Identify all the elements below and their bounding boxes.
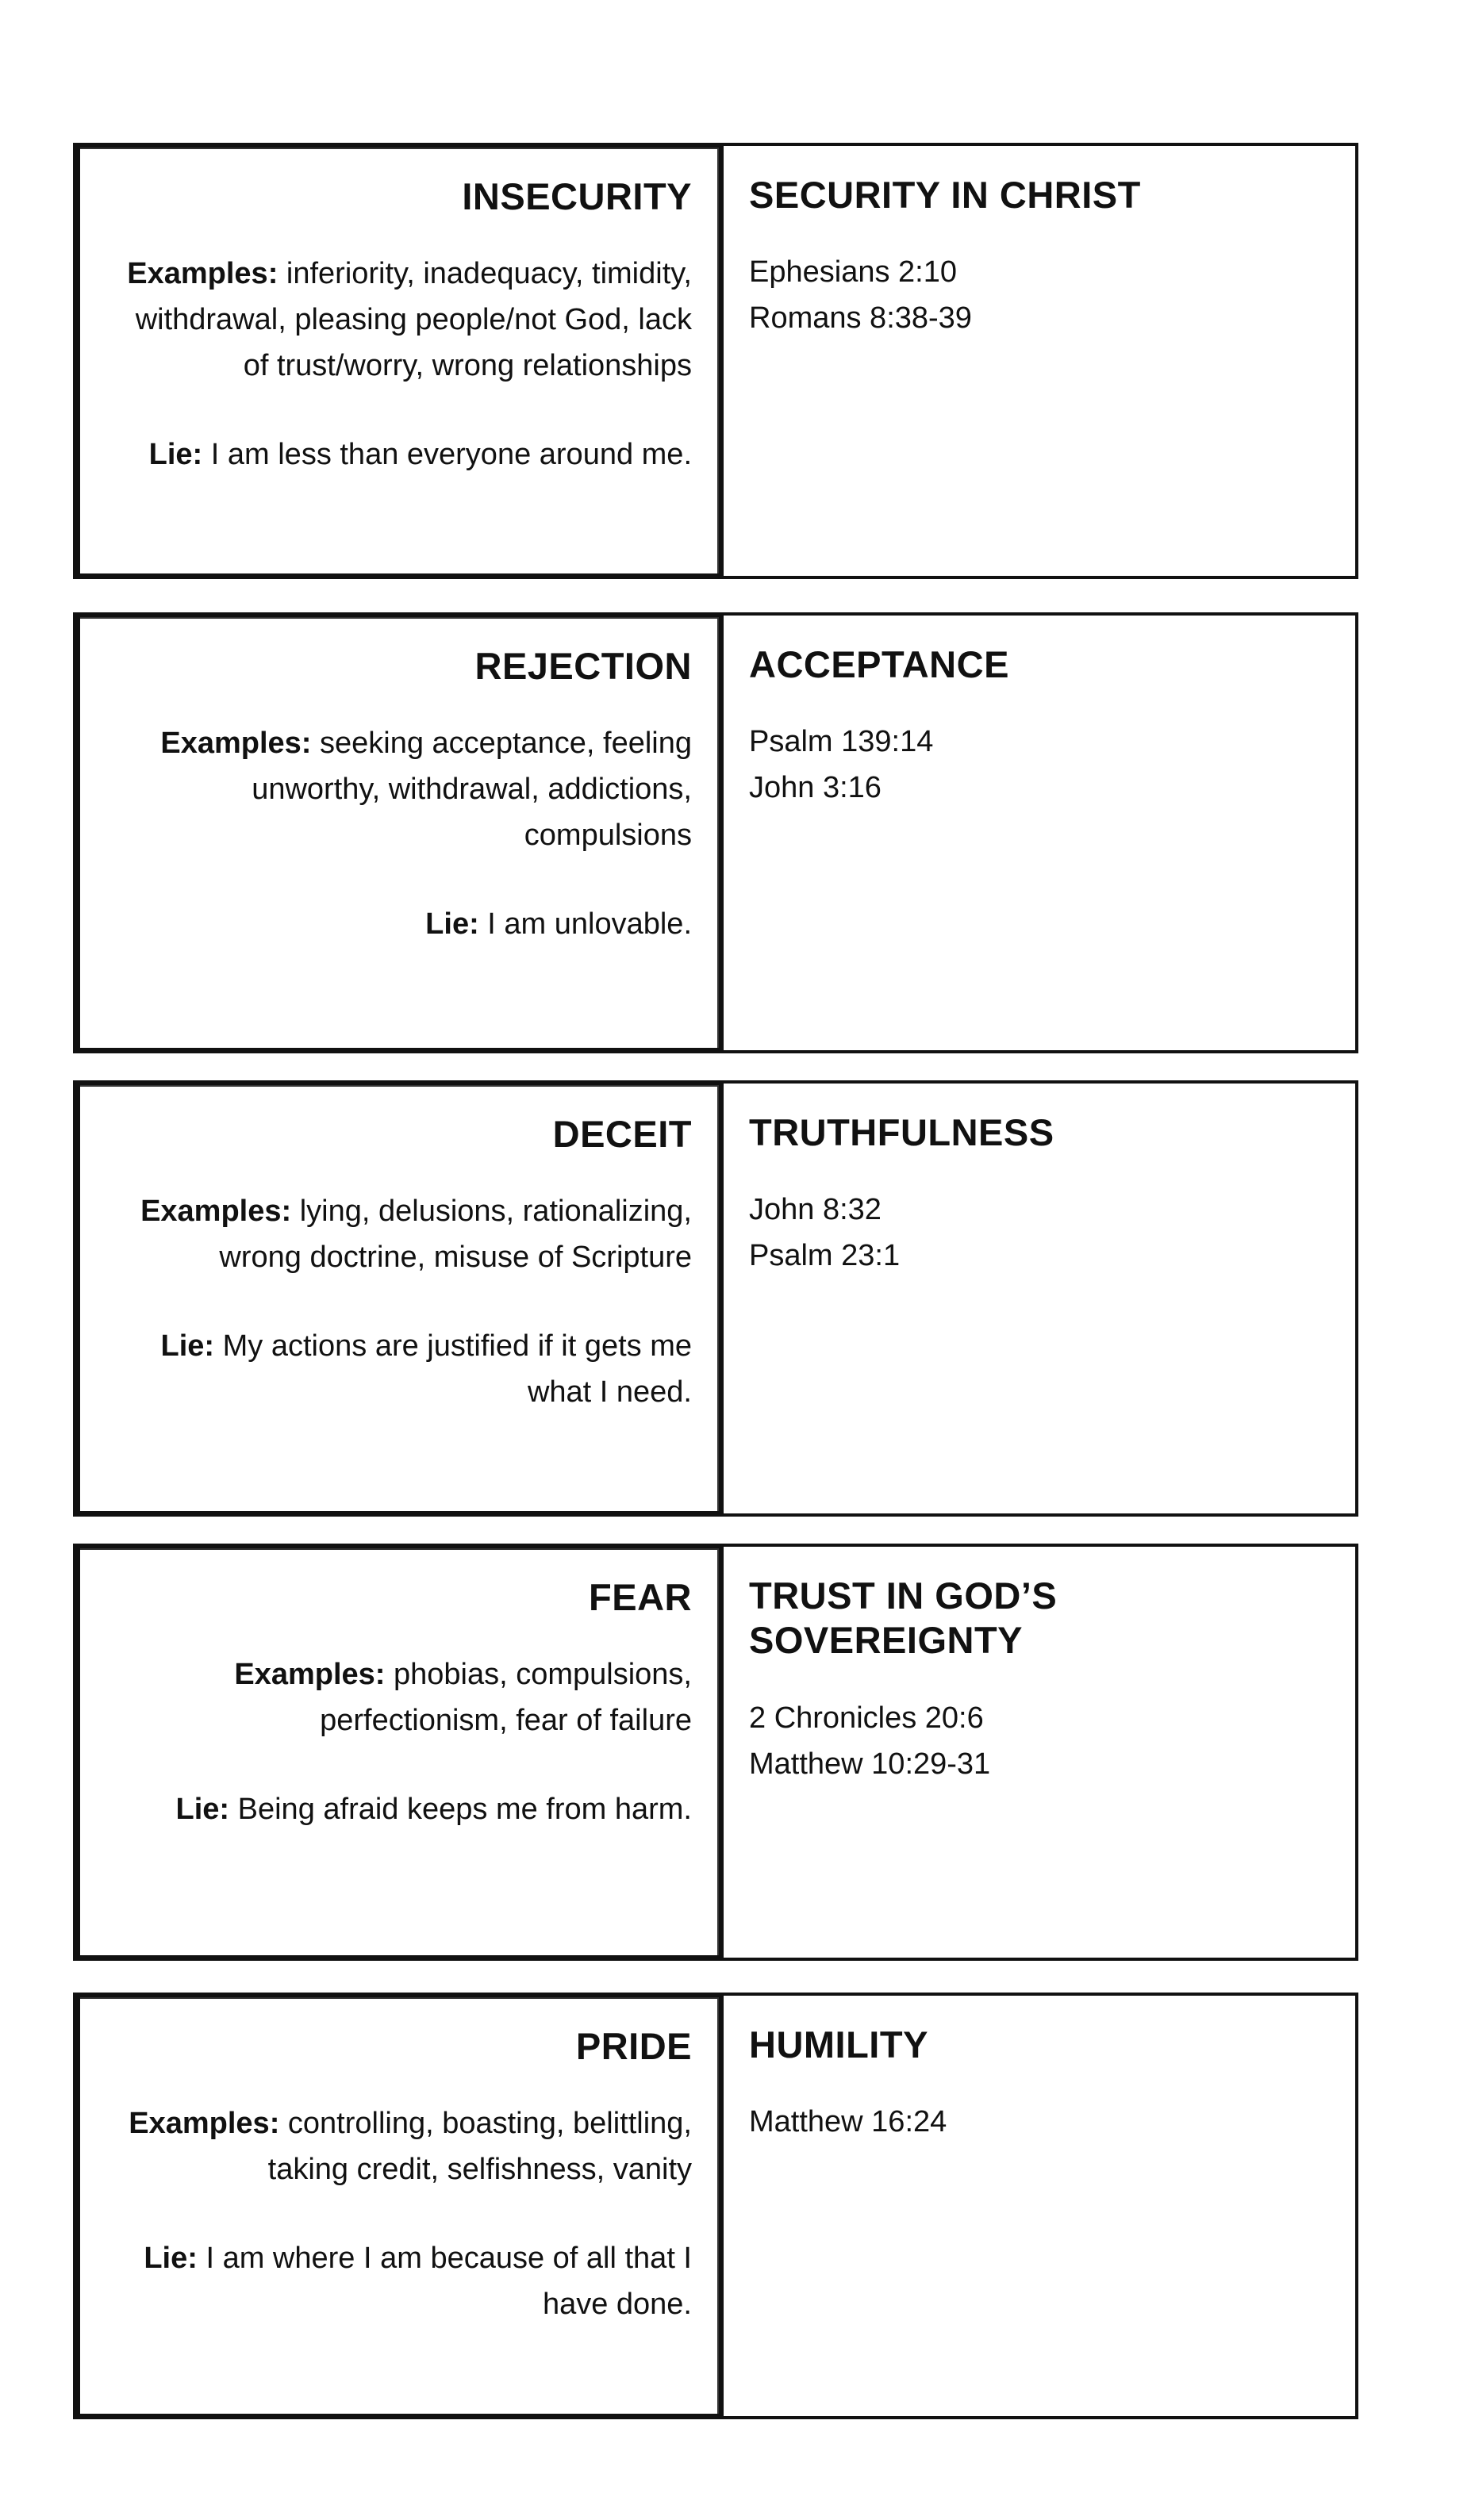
examples-label: Examples:: [140, 1195, 292, 1229]
examples-value: phobias, compulsions, perfectionism, fear of failure: [320, 1658, 692, 1738]
scripture-ref: 2 Chronicles 20:6: [749, 1701, 984, 1735]
lie-text: [120, 432, 692, 478]
card-rejection: [73, 612, 1358, 1053]
examples-label: Examples:: [234, 1658, 386, 1692]
scripture-ref: Psalm 139:14: [749, 725, 934, 759]
examples-text: [120, 1188, 692, 1280]
scripture-refs: [749, 2099, 1328, 2145]
virtue-heading: SECURITY IN CHRIST: [749, 174, 1141, 216]
virtue-heading: HUMILITY: [749, 2023, 928, 2065]
problem-panel: [73, 1080, 724, 1517]
lie-value: I am unlovable.: [478, 907, 692, 942]
scripture-ref: John 3:16: [749, 771, 882, 805]
scripture-refs: [749, 1187, 1328, 1279]
virtue-panel: [724, 1544, 1358, 1961]
lie-text: [120, 2235, 692, 2327]
lie-text: [120, 901, 692, 947]
problem-heading: FEAR: [589, 1576, 692, 1618]
virtue-heading: TRUST IN GOD’S SOVEREIGNTY: [749, 1575, 1058, 1662]
virtue-panel: [724, 612, 1358, 1053]
problem-heading: REJECTION: [474, 645, 692, 687]
lie-text: [120, 1323, 692, 1415]
lie-value: My actions are justified if it gets me what I need.: [214, 1329, 692, 1410]
scripture-ref: John 8:32: [749, 1193, 882, 1227]
problem-heading: INSECURITY: [462, 175, 692, 217]
problem-heading: PRIDE: [575, 2025, 692, 2067]
lie-label: Lie:: [175, 1793, 230, 1827]
examples-label: Examples:: [127, 257, 278, 291]
scripture-ref: Matthew 10:29-31: [749, 1747, 991, 1781]
scripture-ref: Psalm 23:1: [749, 1239, 901, 1273]
examples-value: controlling, boasting, belittling, taking credit, selfishness, vanity: [267, 2107, 692, 2187]
examples-value: inferiority, inadequacy, timidity, withdrawal, pleasing people/not God, lack of trust/worry, wrong relationships: [135, 257, 692, 383]
examples-value: seeking acceptance, feeling unworthy, withdrawal, addictions, compulsions: [252, 727, 692, 853]
lie-label: Lie:: [425, 907, 479, 942]
problem-heading: DECEIT: [552, 1113, 692, 1155]
lie-text: [120, 1786, 692, 1832]
lie-value: Being afraid keeps me from harm.: [229, 1793, 692, 1827]
virtue-heading: TRUTHFULNESS: [749, 1111, 1054, 1153]
card-insecurity: [73, 143, 1358, 579]
scripture-refs: [749, 719, 1328, 811]
scripture-ref: Romans 8:38-39: [749, 301, 972, 336]
scripture-ref: Ephesians 2:10: [749, 255, 957, 290]
problem-panel: [73, 143, 724, 579]
virtue-heading: ACCEPTANCE: [749, 643, 1009, 685]
scripture-refs: [749, 249, 1328, 341]
problem-panel: [73, 1544, 724, 1961]
virtue-panel: [724, 143, 1358, 579]
scripture-ref: Matthew 16:24: [749, 2105, 947, 2139]
lie-value: I am less than everyone around me.: [202, 438, 692, 472]
card-fear: [73, 1544, 1358, 1961]
examples-text: [120, 1651, 692, 1743]
card-deceit: [73, 1080, 1358, 1517]
examples-value: lying, delusions, rationalizing, wrong doctrine, misuse of Scripture: [219, 1195, 692, 1275]
virtue-panel: [724, 1993, 1358, 2419]
examples-text: [120, 251, 692, 389]
lie-label: Lie:: [160, 1329, 215, 1364]
examples-text: [120, 720, 692, 858]
card-pride: [73, 1993, 1358, 2419]
lie-value: I am where I am because of all that I have done.: [197, 2242, 692, 2322]
scripture-refs: [749, 1695, 1328, 1787]
virtue-panel: [724, 1080, 1358, 1517]
lie-label: Lie:: [144, 2242, 198, 2276]
problem-panel: [73, 612, 724, 1053]
examples-label: Examples:: [160, 727, 312, 761]
examples-label: Examples:: [129, 2107, 280, 2141]
examples-text: [120, 2100, 692, 2192]
problem-panel: [73, 1993, 724, 2419]
lie-label: Lie:: [148, 438, 203, 472]
